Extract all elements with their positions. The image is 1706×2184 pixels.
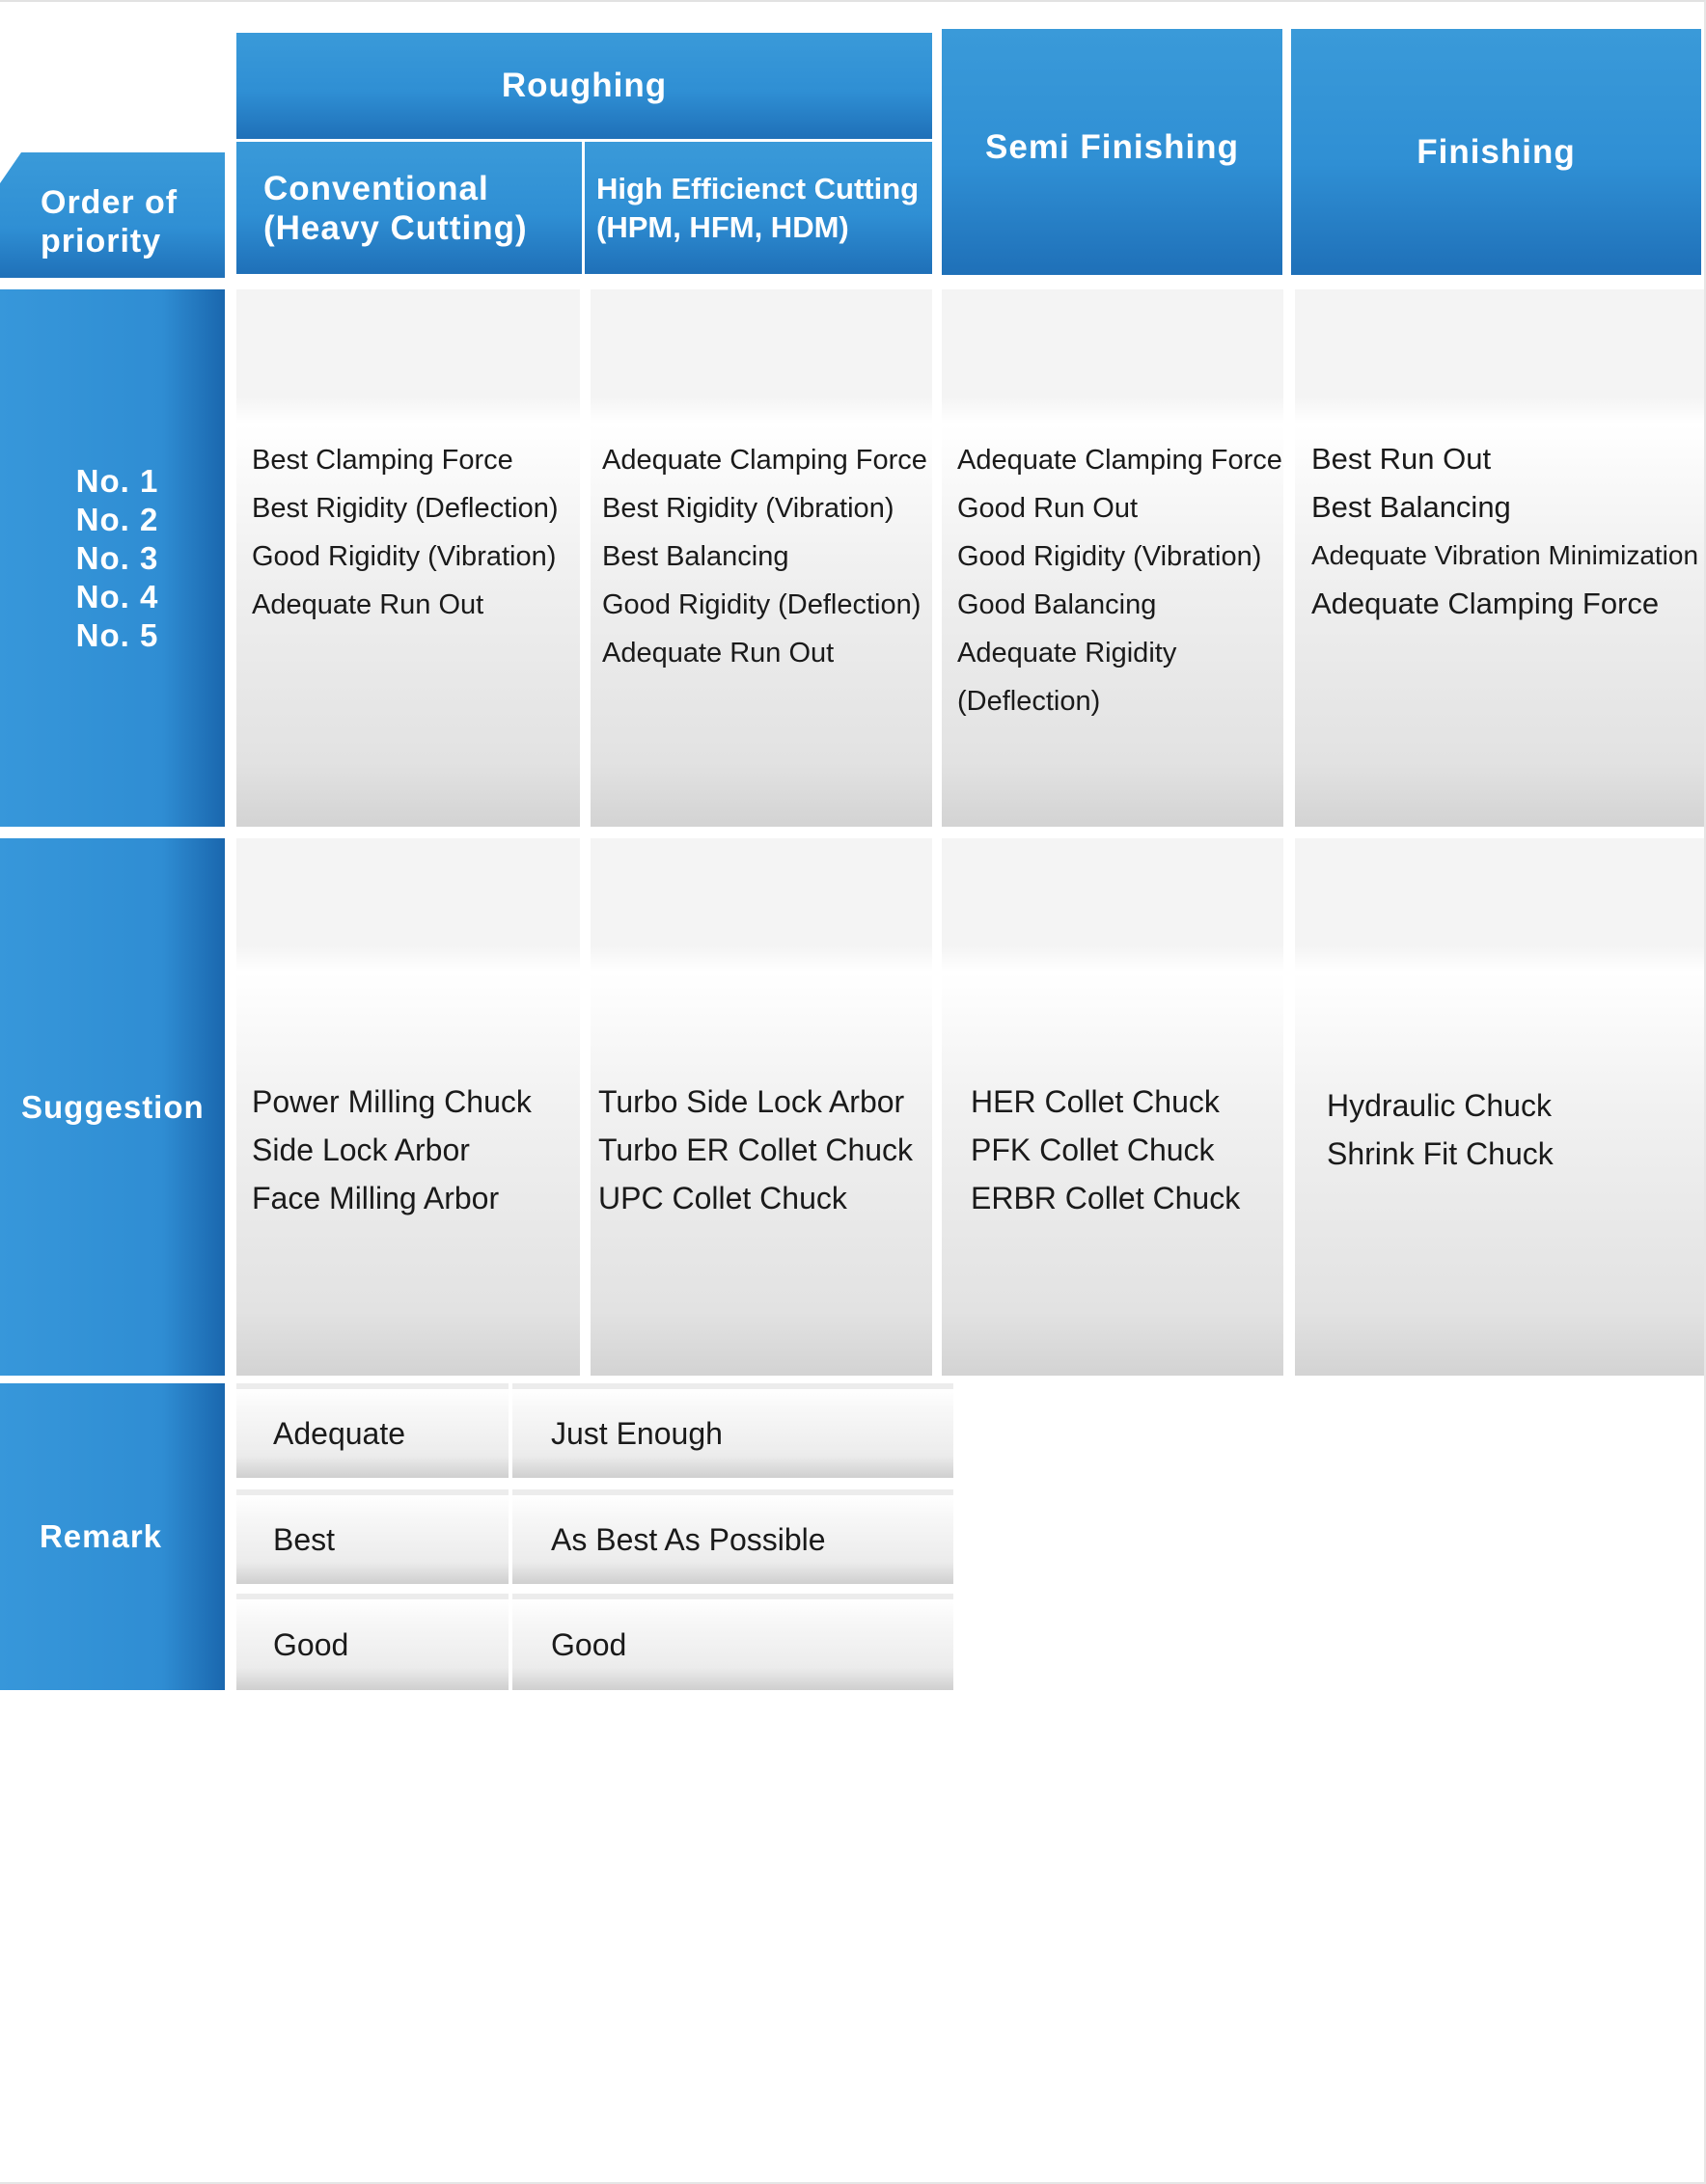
priority-item: Good Rigidity (Vibration) <box>252 541 557 572</box>
header-finishing <box>1291 29 1701 275</box>
remark-term: Good <box>273 1626 349 1662</box>
priority-item: Best Clamping Force <box>252 445 513 476</box>
remark-meaning: As Best As Possible <box>551 1521 826 1557</box>
remark-term: Best <box>273 1521 336 1557</box>
header-conventional-line1: Conventional <box>263 169 489 207</box>
order-of-priority-header <box>0 152 225 278</box>
priority-item: Adequate Run Out <box>602 638 835 669</box>
priority-label-1: No. 1 <box>75 462 159 499</box>
priority-item: Good Rigidity (Vibration) <box>957 541 1262 572</box>
priority-label-4: No. 4 <box>75 578 159 614</box>
suggestion-semi-finishing-cell <box>942 838 1283 1376</box>
suggestion-conventional-cell <box>236 838 580 1376</box>
suggestion-label-cell <box>0 838 225 1376</box>
order-of-priority-line1: Order of <box>41 184 179 221</box>
header-high-efficiency-line1: High Efficienct Cutting <box>596 171 920 205</box>
suggestion-item: Turbo Side Lock Arbor <box>598 1084 905 1119</box>
priority-high-efficiency-cell <box>591 289 932 827</box>
priority-item: Adequate Rigidity <box>957 638 1177 669</box>
priority-label-2: No. 2 <box>75 501 159 537</box>
priority-item: Adequate Vibration Minimization <box>1311 540 1699 570</box>
suggestion-label: Suggestion <box>21 1088 205 1125</box>
priority-finishing-cell <box>1295 289 1704 827</box>
priority-item: Best Balancing <box>1311 490 1511 524</box>
header-high-efficiency-line2: (HPM, HFM, HDM) <box>596 209 849 244</box>
suggestion-high-efficiency-cell <box>591 838 932 1376</box>
remark-term-3 <box>236 1594 509 1690</box>
header-semi-finishing-label: Semi Finishing <box>985 127 1239 166</box>
suggestion-item: ERBR Collet Chuck <box>971 1181 1241 1215</box>
suggestion-item: Face Milling Arbor <box>252 1181 500 1215</box>
priority-item: Good Balancing <box>957 589 1157 620</box>
priority-item: Adequate Clamping Force <box>1311 587 1660 620</box>
suggestion-item: Hydraulic Chuck <box>1327 1088 1552 1123</box>
suggestion-item: Shrink Fit Chuck <box>1327 1136 1554 1171</box>
priority-semi-finishing-cell <box>942 289 1283 827</box>
suggestion-item: Turbo ER Collet Chuck <box>598 1133 914 1167</box>
header-roughing-label: Roughing <box>501 67 668 104</box>
suggestion-finishing-cell <box>1295 838 1704 1376</box>
header-conventional-line2: (Heavy Cutting) <box>263 208 528 247</box>
priority-item: Good Rigidity (Deflection) <box>602 589 922 620</box>
priority-item: Best Balancing <box>602 541 789 572</box>
remark-meaning: Good <box>551 1626 627 1662</box>
priority-conventional-cell <box>236 289 580 827</box>
header-semi-finishing <box>942 29 1282 275</box>
header-conventional <box>236 142 582 274</box>
suggestion-item: Power Milling Chuck <box>252 1084 532 1119</box>
remark-label: Remark <box>39 1518 163 1554</box>
priority-item: Adequate Clamping Force <box>602 445 927 476</box>
remark-term-1 <box>236 1383 509 1478</box>
priority-item: Adequate Run Out <box>252 589 484 620</box>
priority-item: Best Run Out <box>1311 442 1492 476</box>
priority-item: (Deflection) <box>957 686 1101 717</box>
header-finishing-label: Finishing <box>1417 132 1576 171</box>
suggestion-item: UPC Collet Chuck <box>598 1181 847 1215</box>
priority-label-3: No. 3 <box>75 539 159 576</box>
priority-item: Best Rigidity (Deflection) <box>252 493 559 524</box>
remark-term-2 <box>236 1489 509 1584</box>
suggestion-item: HER Collet Chuck <box>971 1084 1220 1119</box>
priority-label-5: No. 5 <box>75 616 159 653</box>
order-of-priority-line2: priority <box>41 223 162 259</box>
remark-label-cell <box>0 1383 225 1690</box>
priority-item: Good Run Out <box>957 493 1138 524</box>
remark-meaning-3 <box>512 1594 953 1690</box>
header-roughing <box>236 33 932 139</box>
remark-meaning-2 <box>512 1489 953 1584</box>
remark-meaning: Just Enough <box>551 1415 723 1451</box>
header-high-efficiency <box>585 142 932 274</box>
priority-item: Best Rigidity (Vibration) <box>602 493 894 524</box>
suggestion-item: Side Lock Arbor <box>252 1133 470 1167</box>
remark-meaning-1 <box>512 1383 953 1478</box>
suggestion-item: PFK Collet Chuck <box>971 1133 1215 1167</box>
priority-item: Adequate Clamping Force <box>957 445 1282 476</box>
remark-term: Adequate <box>273 1415 406 1451</box>
priority-numbers-cell <box>0 289 225 827</box>
